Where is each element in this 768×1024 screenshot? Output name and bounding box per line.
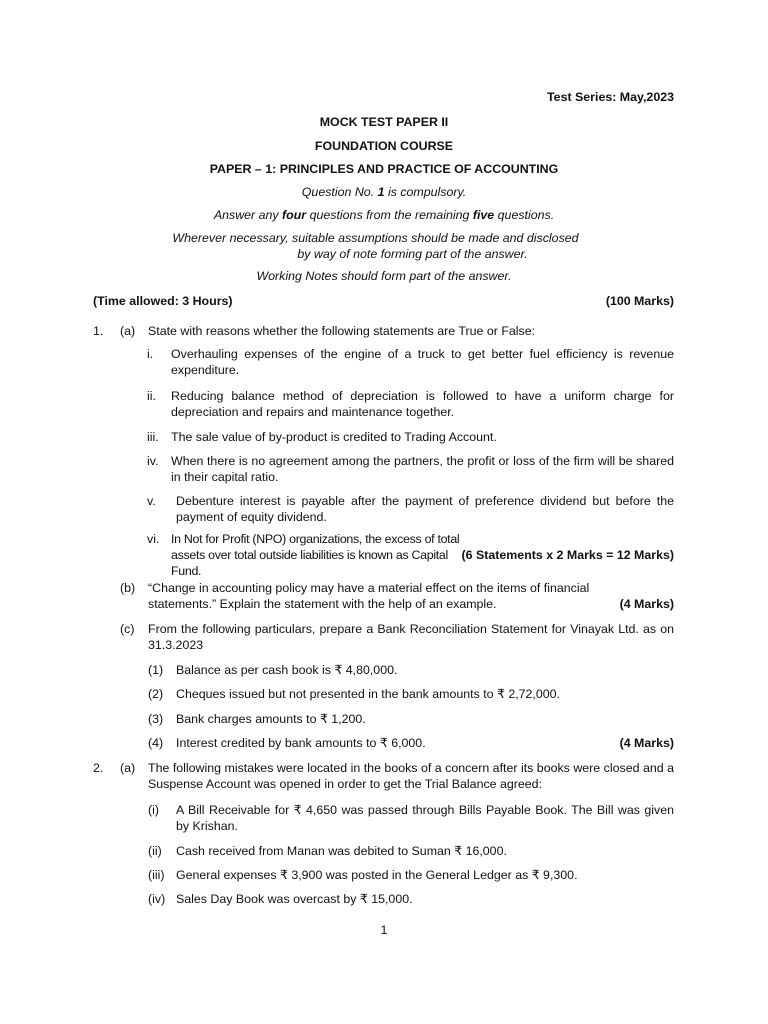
list-item: Reducing balance method of depreciation is followed to have a uniform charge for depreciation and repairs and maintenance together.: [171, 389, 674, 419]
paper-title: MOCK TEST PAPER II: [319, 115, 449, 129]
question-text: (4 Marks) “Change in accounting policy may have a material effect on the items of financial statements.” Explain the statement with the help of an example.: [148, 581, 674, 611]
list-item-num: (4): [148, 736, 164, 750]
list-item: Debenture interest is payable after the payment of preference dividend but before the payment of equity dividend.: [176, 494, 674, 524]
list-item: General expenses ₹ 3,900 was posted in the General Ledger as ₹ 9,300.: [176, 868, 578, 882]
part-label: (a): [120, 761, 136, 775]
list-item-num: (i): [148, 803, 160, 817]
marks-label: (4 Marks): [619, 736, 674, 750]
list-item-num: (3): [148, 712, 164, 726]
list-item-num: (1): [148, 663, 164, 677]
list-item: Sales Day Book was overcast by ₹ 15,000.: [176, 892, 413, 906]
list-item-num: (iv): [148, 892, 166, 906]
list-item-num: iv.: [147, 454, 159, 468]
question-text: State with reasons whether the following statements are True or False:: [148, 324, 536, 338]
list-item-num: ii.: [147, 389, 156, 403]
course-title: FOUNDATION COURSE: [314, 139, 454, 153]
question-text: The following mistakes were located in the books of a concern after its books were closed and a Suspense Account was opened in order to get the Trial Balance agreed:: [148, 761, 674, 791]
instruction-working-notes: Working Notes should form part of the answer.: [256, 269, 512, 283]
list-item: Cash received from Manan was debited to Suman ₹ 16,000.: [176, 844, 507, 858]
list-item-num: iii.: [147, 430, 159, 444]
list-item: Bank charges amounts to ₹ 1,200.: [176, 712, 366, 726]
part-label: (b): [120, 581, 136, 595]
list-item: Interest credited by bank amounts to ₹ 6,000.: [176, 736, 426, 750]
list-item-num: v.: [147, 494, 156, 508]
list-item: Overhauling expenses of the engine of a truck to get better fuel efficiency is revenue expenditure.: [171, 347, 674, 377]
part-label: (c): [120, 622, 135, 636]
instruction-compulsory: Question No. 1 is compulsory.: [301, 185, 467, 199]
list-item-num: i.: [147, 347, 154, 361]
list-item: A Bill Receivable for ₹ 4,650 was passed through Bills Payable Book. The Bill was given by Krishan.: [176, 803, 674, 833]
list-item-num: vi.: [147, 532, 160, 546]
list-item: (6 Statements x 2 Marks = 12 Marks) In Not for Profit (NPO) organizations, the excess of total assets over total outside liabilities is known as Capital Fund.: [171, 532, 674, 578]
list-item-num: (2): [148, 687, 164, 701]
marks-label: (6 Statements x 2 Marks = 12 Marks): [461, 548, 674, 562]
question-text: From the following particulars, prepare a Bank Reconciliation Statement for Vinayak Ltd. as on 31.3.2023: [148, 622, 674, 652]
page-number: 1: [380, 923, 388, 937]
time-allowed: (Time allowed: 3 Hours): [93, 294, 233, 308]
paper-name: PAPER – 1: PRINCIPLES AND PRACTICE OF ACCOUNTING: [209, 162, 559, 176]
total-marks: (100 Marks): [605, 294, 674, 308]
instruction-assumptions: Wherever necessary, suitable assumptions should be made and disclosed by way of note forming part of the answer.: [172, 231, 579, 261]
question-number: 1.: [93, 324, 104, 338]
instruction-choice: Answer any four questions from the remaining five questions.: [213, 208, 555, 222]
list-item: Balance as per cash book is ₹ 4,80,000.: [176, 663, 398, 677]
list-item: When there is no agreement among the partners, the profit or loss of the firm will be shared in their capital ratio.: [171, 454, 674, 484]
question-number: 2.: [93, 761, 104, 775]
test-series: Test Series: May,2023: [547, 90, 674, 104]
part-label: (a): [120, 324, 136, 338]
list-item-num: (ii): [148, 844, 162, 858]
list-item-num: (iii): [148, 868, 165, 882]
list-item: The sale value of by-product is credited to Trading Account.: [171, 430, 497, 444]
list-item: Cheques issued but not presented in the bank amounts to ₹ 2,72,000.: [176, 687, 560, 701]
marks-label: (4 Marks): [619, 597, 674, 611]
